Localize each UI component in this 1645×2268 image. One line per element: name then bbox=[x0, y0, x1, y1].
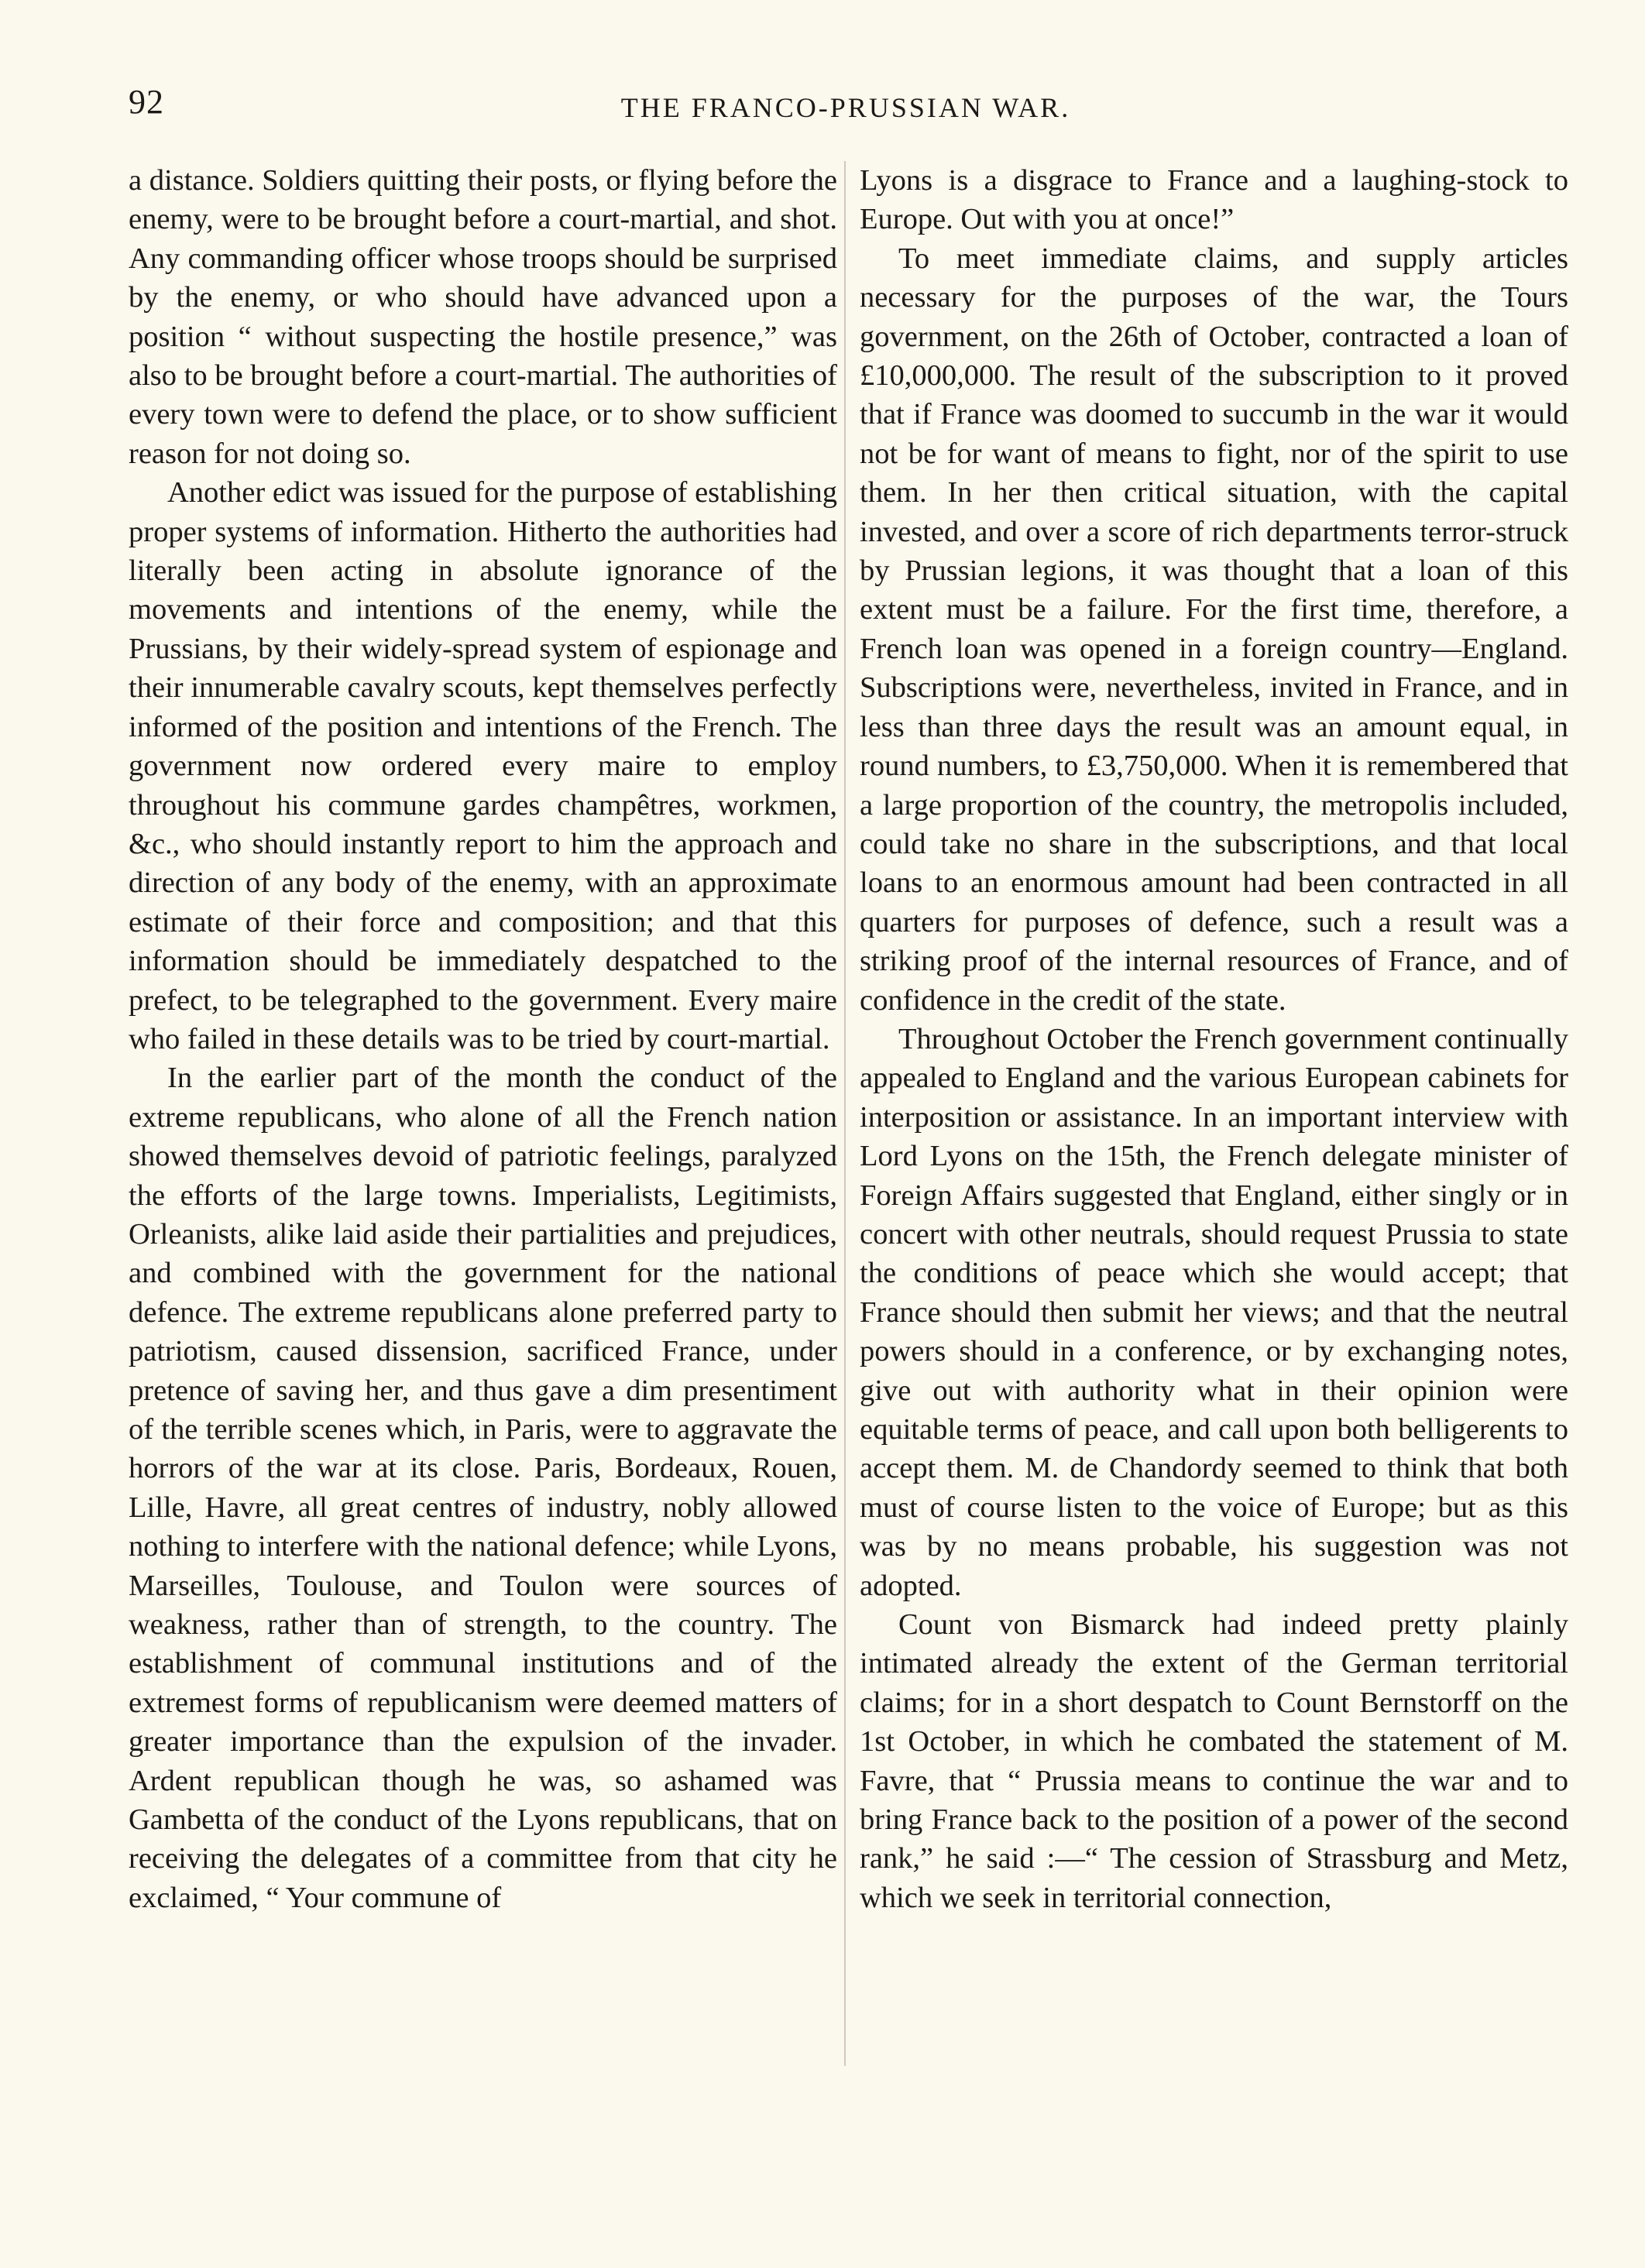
column-divider bbox=[844, 161, 846, 2066]
paragraph: Count von Bismarck had indeed pretty plainly intimated already the extent of the German territorial claims; for in a short despatch to Count Bernstorff on the 1st October, in which he combated the statement of M. Favre, that “ Prussia means to continue the war and to bring France back to the position of a power of the second rank,” he said :—“ The cession of Strassburg and Metz, which we seek in territorial connection, bbox=[860, 1608, 1568, 1914]
paragraph: Another edict was issued for the purpose of establishing proper systems of information. Hitherto the authorities had literally been acting in absolute ignorance of the movements and intentions of the enemy, while the Prussians, by their widely-spread system of espionage and their innumerable cavalry scouts, kept themselves perfectly informed of the position and intentions of the French. The government now ordered every maire to employ throughout his commune gardes champêtres, workmen, &c., who should instantly report to him the approach and direction of any body of the enemy, with an approximate estimate of their force and composition; and that this information should be immediately despatched to the prefect, to be telegraphed to the government. Every maire who failed in these details was to be tried by court-martial. bbox=[129, 476, 837, 1055]
paragraph: To meet immediate claims, and supply articles necessary for the purposes of the war, the Tours government, on the 26th of October, contracted a loan of £10,000,000. The result of the subscription to it proved that if France was doomed to succumb in the war it would not be for want of means to fight, nor of the spirit to use them. In her then critical situation, with the capital invested, and over a score of rich departments terror-struck by Prussian legions, it was thought that a loan of this extent must be a failure. For the first time, therefore, a French loan was opened in a foreign country—England. Subscriptions were, nevertheless, invited in France, and in less than three days the result was an amount equal, in round numbers, to £3,750,000. When it is remembered that a large proportion of the country, the metropolis included, could take no share in the subscriptions, and that local loans to an enormous amount had been contracted in all quarters for purposes of defence, such a result was a striking proof of the internal resources of France, and of confidence in the credit of the state. bbox=[860, 242, 1568, 1017]
paragraph: Lyons is a disgrace to France and a laughing-stock to Europe. Out with you at once!” bbox=[860, 164, 1568, 236]
paragraph: Throughout October the French government continually appealed to England and the various European cabinets for interposition or assistance. In an important interview with Lord Lyons on the 15th, the French delegate minister of Foreign Affairs suggested that England, either singly or in concert with other neutrals, should request Prussia to state the conditions of peace which she would accept; that France should then submit her views; and that the neutral powers should in a conference, or by exchanging notes, give out with authority what in their opinion were equitable terms of peace, and call upon both belligerents to accept them. M. de Chandordy seemed to think that both must of course listen to the voice of Europe; but as this was by no means probable, his suggestion was not adopted. bbox=[860, 1022, 1568, 1602]
paragraph: a distance. Soldiers quitting their posts, or flying before the enemy, were to be brought before a court-martial, and shot. Any commanding officer whose troops should be surprised by the enemy, or who should have advanced upon a position “ without suspecting the hostile presence,” was also to be brought before a court-martial. The authorities of every town were to defend the place, or to show sufficient reason for not doing so. bbox=[129, 164, 837, 470]
running-title: THE FRANCO-PRUSSIAN WAR. bbox=[620, 92, 1071, 123]
paragraph: In the earlier part of the month the conduct of the extreme republicans, who alone of all the French nation showed themselves devoid of patriotic feelings, paralyzed the efforts of the large towns. Imperialists, Legitimists, Orleanists, alike laid aside their partialities and prejudices, and combined with the government for the national defence. The extreme republicans alone preferred party to patriotism, caused dissension, sacrificed France, under pretence of saving her, and thus gave a dim presentiment of the terrible scenes which, in Paris, were to aggravate the horrors of the war at its close. Paris, Bordeaux, Rouen, Lille, Havre, all great centres of industry, nobly allowed nothing to interfere with the national defence; while Lyons, Marseilles, Toulouse, and Toulon were sources of weakness, rather than of strength, to the country. The establishment of communal institutions and of the extremest forms of republicanism were deemed matters of greater importance than the expulsion of the invader. Ardent republican though he was, so ashamed was Gambetta of the conduct of the Lyons republicans, that on receiving the delegates of a committee from that city he exclaimed, “ Your commune of bbox=[129, 1062, 837, 1914]
page-number: 92 bbox=[129, 83, 164, 121]
right-column bbox=[860, 161, 1568, 1917]
left-column bbox=[129, 161, 837, 1917]
